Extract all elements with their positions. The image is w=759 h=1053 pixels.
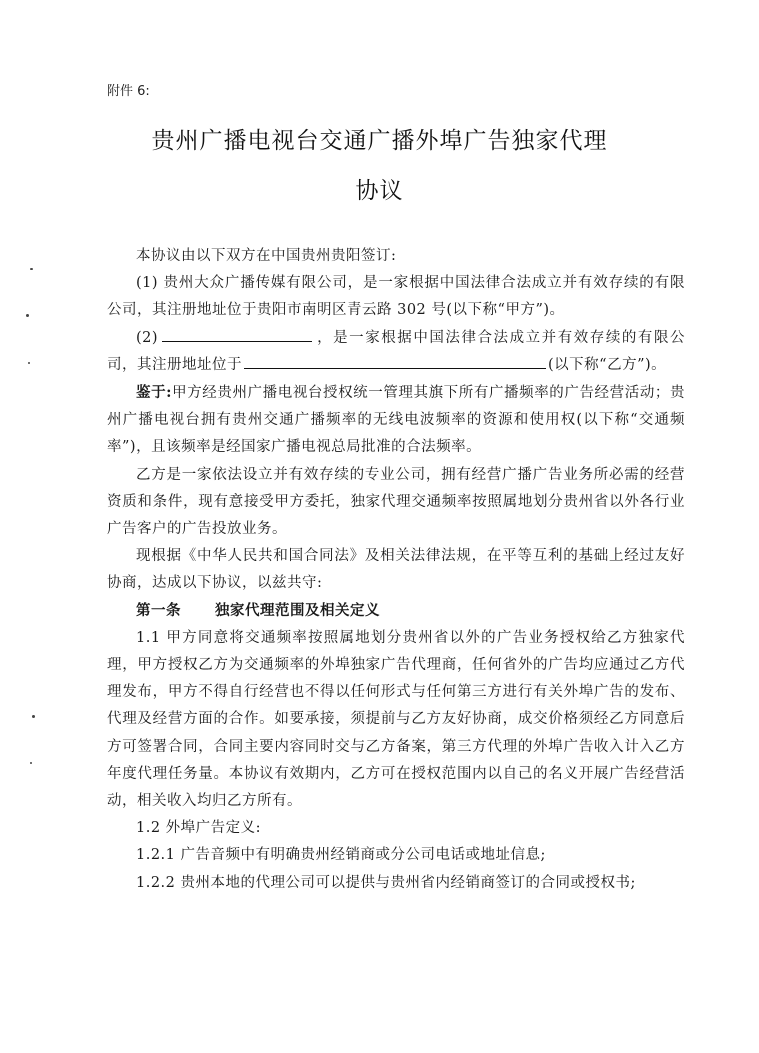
attachment-label: 附件 6: [107,84,150,99]
scan-mark [30,762,32,764]
clause-1-1: 1.1 甲方同意将交通频率按照属地划分贵州省以外的广告业务授权给乙方独家代理，甲方授权乙方为交通频率的外埠独家广告代理商，任何省外的广告均应通过乙方代理发布，甲方不得自行经营也不得以任何形式与任何第三方进行有关外埠广告的发布、代理及经营方面的合作。如要承接，须提前与乙方友好协商，成交价格须经乙方同意后方可签署合同，合同主要内容同时交与乙方备案，第三方代理的外埠广告收入计入乙方年度代理任务量。本协议有效期内，乙方可在授权范围内以自己的名义开展广告经营活动，相关收入均归乙方所有。 [107,629,685,810]
scan-mark [26,314,29,317]
party-b-suffix: (以下称“乙方”)。 [548,356,667,373]
scan-mark [30,268,33,270]
party-b-address-blank [244,354,546,369]
scan-mark [28,362,30,364]
party-b-text: ，是一家根据中国法律合法成立并有效存续的有限公司，其注册地址位于 [107,329,685,373]
scan-mark [32,715,35,718]
intro-paragraph: 本协议由以下双方在中国贵州贵阳签订: [136,248,397,264]
whereas-text: 甲方经贵州广播电视台授权统一管理其旗下所有广播频率的广告经营活动；贵州广播电视台拥有贵州交通广播频率的无线电波频率的资源和使用权(以下称“交通频率”)，且该频率是经国家广播电视总局批准的合法频率。 [107,385,685,456]
document-title-line-2: 协议 [355,178,404,204]
clause-1-2-2: 1.2.2 贵州本地的代理公司可以提供与贵州省内经销商签订的合同或授权书; [136,874,636,891]
whereas-paragraph [107,379,685,462]
party-b-prefix: (2) [136,329,159,346]
article-1-title: 独家代理范围及相关定义 [215,602,380,619]
basis-paragraph: 现根据《中华人民共和国合同法》及相关法律法规，在平等互利的基础上经过友好协商，达成以下协议，以兹共守: [107,548,685,592]
party-a-paragraph: (1) 贵州大众广播传媒有限公司，是一家根据中国法律合法成立并有效存续的有限公司，其注册地址位于贵阳市南明区青云路 302 号(以下称“甲方”)。 [107,275,685,319]
article-1-number: 第一条 [136,602,181,619]
document-title-line-1: 贵州广播电视台交通广播外埠广告独家代理 [151,128,608,154]
whereas-lead: 鉴于: [136,384,173,402]
party-b-name-blank [162,327,312,342]
clause-1-2: 1.2 外埠广告定义: [136,820,262,837]
party-b-paragraph [107,325,685,379]
clause-1-2-1: 1.2.1 广告音频中有明确贵州经销商或分公司电话或地址信息; [136,847,546,864]
article-1-heading [107,598,685,625]
party-b-description-paragraph: 乙方是一家依法设立并有效存续的专业公司，拥有经营广播广告业务所必需的经营资质和条件，现有意接受甲方委托，独家代理交通频率按照属地划分贵州省以外各行业广告客户的广告投放业务。 [107,466,685,538]
agreement-body [107,243,685,897]
